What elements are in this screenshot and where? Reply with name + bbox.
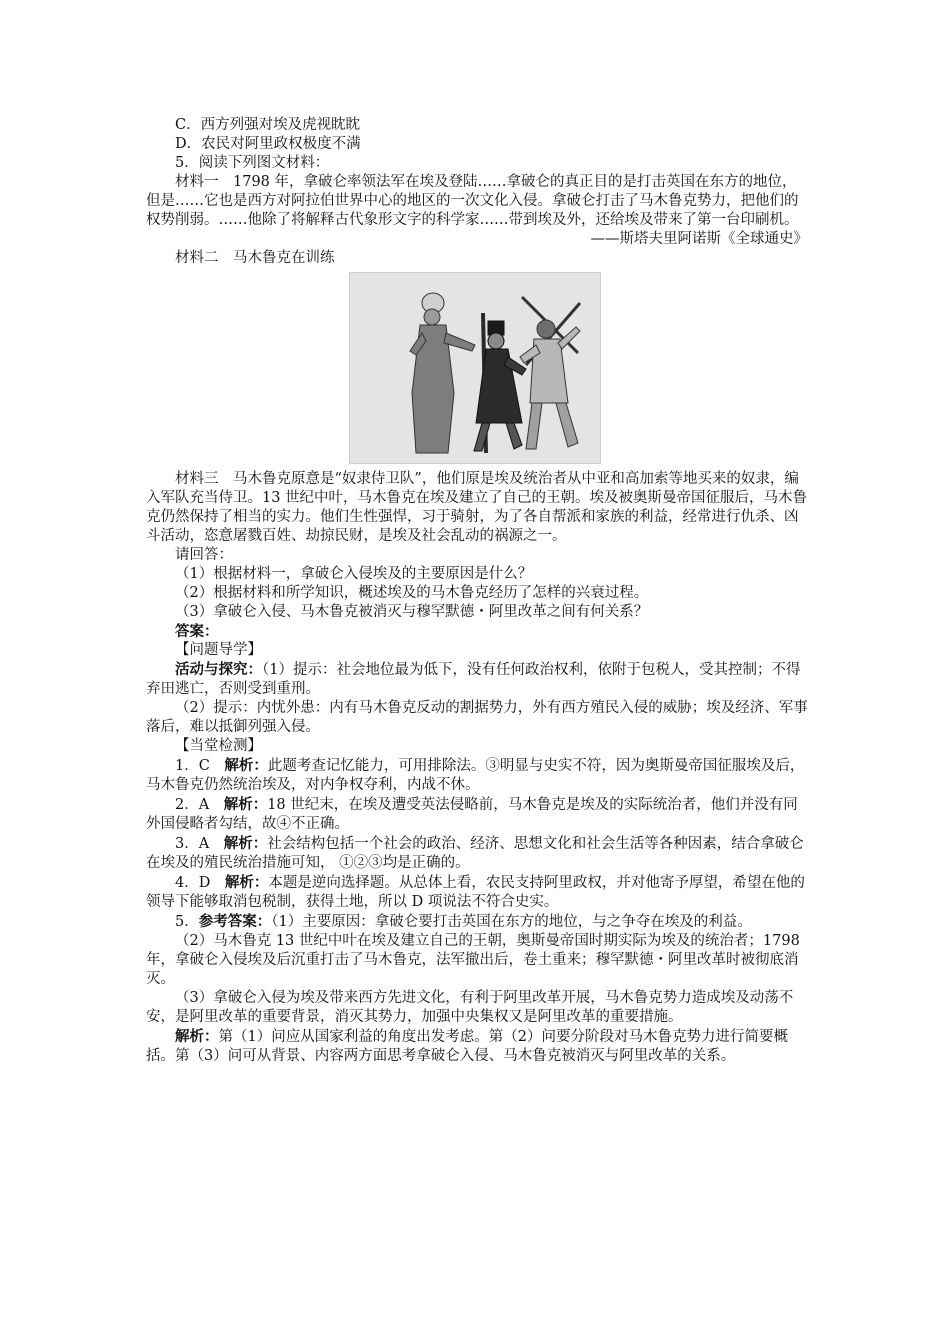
document-body [146,116,808,1066]
answer-3: 3．A 解析：社会结构包括一个社会的政治、经济、思想文化和社会生活等各种因素，结合拿破仑在埃及的殖民统治措施可知， ①②③均是正确的。 [146,835,804,871]
question-5-intro: 5．阅读下列图文材料： [175,155,330,171]
answer-5-part-1: 5．参考答案：（1）主要原因：拿破仑要打击英国在东方的地位，与之争夺在埃及的利益。 [175,913,752,930]
answer-1: 1．C 解析：此题考查记忆能力，可用排除法。③明显与史实不符，因为奥斯曼帝国征服埃及后，马木鲁克仍然统治埃及，对内争权夺利，内战不休。 [146,757,805,793]
answer-4: 4．D 解析：本题是逆向选择题。从总体上看，农民支持阿里政权，并对他寄予厚望，希望在他的领导下能够取消包税制，获得土地，所以 D 项说法不符合史实。 [146,874,805,910]
explanation: 解析：第（1）问应从国家利益的角度出发考虑。第（2）问要分阶段对马木鲁克势力进行简要概括。第（3）问可从背景、内容两方面思考拿破仑入侵、马木鲁克被消灭与阿里改革的关系。 [146,1028,788,1064]
question-prompt: 请回答： [175,547,233,563]
answer-2: 2．A 解析：18 世纪末，在埃及遭受英法侵略前，马木鲁克是埃及的实际统治者，他们并没有同外国侵略者勾结，故④不正确。 [146,796,798,832]
section-guided-questions: 【问题导学】 [175,642,262,658]
material-2-caption: 材料二 马木鲁克在训练 [175,250,335,266]
option-c: C．西方列强对埃及虎视眈眈 [175,117,361,133]
option-d: D．农民对阿里政权极度不满 [175,136,361,152]
activity-answer-2: （2）提示：内忧外患：内有马木鲁克反动的割据势力，外有西方殖民入侵的威胁；埃及经济、军事落后，难以抵御列强入侵。 [146,700,808,735]
section-class-test: 【当堂检测】 [175,738,262,754]
sub-question-1: （1）根据材料一，拿破仑入侵埃及的主要原因是什么？ [175,566,533,582]
mamluk-training-illustration [349,272,601,464]
activity-answer-1: 活动与探究：（1）提示：社会地位最为低下，没有任何政治权利，依附于包税人，受其控制；不得弃田逃亡，否则受到重刑。 [146,661,801,697]
material-1: 材料一 1798 年，拿破仑率领法军在埃及登陆……拿破仑的真正目的是打击英国在东方的地位，但是……它也是西方对阿拉伯世界中心的地区的一次文化入侵。拿破仑打击了马木鲁克势力，把他们的权势削弱。……他除了将解释古代象形文字的科学家……带到埃及外，还给埃及带来了第一台印刷机。 [146,174,799,228]
material-1-source: ——斯塔夫里阿诺斯《全球通史》 [590,231,808,247]
material-3: 材料三 马木鲁克原意是“奴隶侍卫队”，他们原是埃及统治者从中亚和高加索等地买来的奴隶，编入军队充当侍卫。13 世纪中叶，马木鲁克在埃及建立了自己的王朝。埃及被奥斯曼帝国征服后，马木鲁克仍然保持了相当的实力。他们生性强悍，习于骑射，为了各自帮派和家族的利益，经常进行仇杀、凶斗活动，恣意屠戮百姓、劫掠民财，是埃及社会乱动的祸源之一。 [146,471,808,544]
answer-5-part-3: （3）拿破仑入侵为埃及带来西方先进文化，有利于阿里改革开展，马木鲁克势力造成埃及动荡不安，是阿里改革的重要背景，消灭其势力，加强中央集权又是阿里改革的重要措施。 [146,990,794,1025]
answer-5-part-2: （2）马木鲁克 13 世纪中叶在埃及建立自己的王朝，奥斯曼帝国时期实际为埃及的统治者；1798 年，拿破仑入侵埃及后沉重打击了马木鲁克，法军撤出后，卷土重来；穆罕默德・阿里改革时被彻底消灭。 [146,933,800,987]
activity-label: 活动与探究： [175,661,262,678]
answers-heading: 答案： [175,623,219,640]
sub-question-3: （3）拿破仑入侵、马木鲁克被消灭与穆罕默德・阿里改革之间有何关系？ [175,604,649,620]
sub-question-2: （2）根据材料和所学知识，概述埃及的马木鲁克经历了怎样的兴衰过程。 [175,585,649,601]
